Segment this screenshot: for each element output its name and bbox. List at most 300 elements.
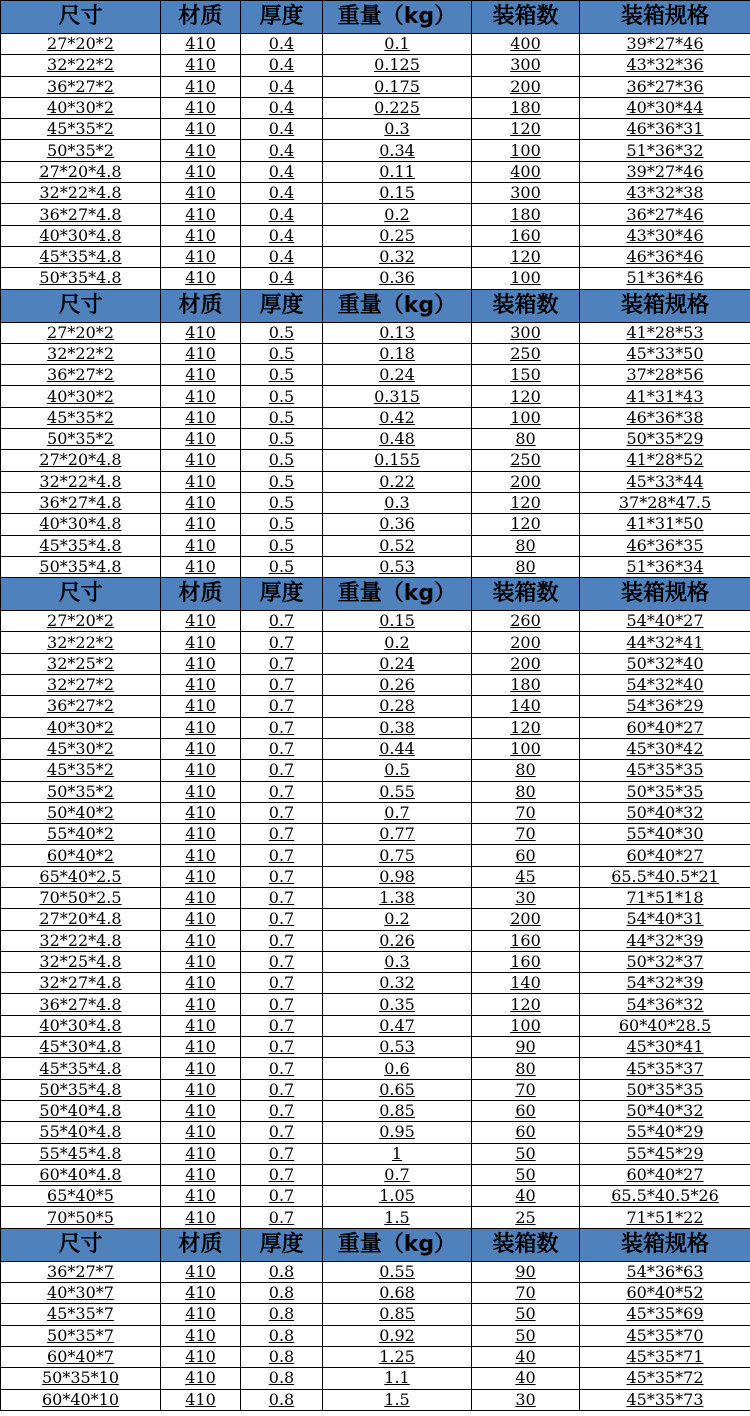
header-weight: 重量（kg）	[323, 1, 472, 34]
cell-material: 410	[161, 535, 241, 556]
cell-thickness: 0.7	[241, 717, 323, 738]
cell-material: 410	[161, 1037, 241, 1058]
cell-carton-size: 46*36*46	[580, 246, 750, 267]
cell-size: 32*22*4.8	[1, 930, 161, 951]
cell-pack-count: 80	[472, 760, 580, 781]
cell-pack-count: 160	[472, 951, 580, 972]
cell-weight: 0.68	[323, 1283, 472, 1304]
cell-size: 27*20*2	[1, 322, 161, 343]
cell-pack-count: 300	[472, 183, 580, 204]
cell-size: 60*40*2	[1, 845, 161, 866]
cell-weight: 0.22	[323, 471, 472, 492]
cell-thickness: 0.4	[241, 246, 323, 267]
cell-weight: 0.53	[323, 1037, 472, 1058]
cell-size: 50*35*10	[1, 1368, 161, 1389]
header-carton-size: 装箱规格	[580, 1228, 750, 1261]
cell-carton-size: 50*35*35	[580, 1079, 750, 1100]
cell-weight: 0.24	[323, 365, 472, 386]
cell-pack-count: 250	[472, 450, 580, 471]
cell-size: 40*30*4.8	[1, 1015, 161, 1036]
cell-size: 60*40*7	[1, 1346, 161, 1367]
cell-size: 27*20*4.8	[1, 450, 161, 471]
cell-thickness: 0.4	[241, 268, 323, 289]
cell-material: 410	[161, 161, 241, 182]
cell-carton-size: 45*35*72	[580, 1368, 750, 1389]
table-row	[1, 866, 750, 887]
cell-carton-size: 50*35*29	[580, 429, 750, 450]
cell-carton-size: 54*40*31	[580, 909, 750, 930]
cell-pack-count: 70	[472, 824, 580, 845]
cell-pack-count: 70	[472, 802, 580, 823]
cell-material: 410	[161, 973, 241, 994]
cell-material: 410	[161, 365, 241, 386]
header-pack-count: 装箱数	[472, 1228, 580, 1261]
cell-material: 410	[161, 1325, 241, 1346]
cell-weight: 0.3	[323, 951, 472, 972]
cell-material: 410	[161, 1164, 241, 1185]
cell-weight: 0.44	[323, 738, 472, 759]
cell-weight: 0.95	[323, 1122, 472, 1143]
cell-thickness: 0.5	[241, 450, 323, 471]
cell-pack-count: 180	[472, 204, 580, 225]
cell-carton-size: 41*28*53	[580, 322, 750, 343]
cell-thickness: 0.7	[241, 632, 323, 653]
cell-pack-count: 50	[472, 1164, 580, 1185]
header-pack-count: 装箱数	[472, 1, 580, 34]
cell-thickness: 0.5	[241, 386, 323, 407]
cell-thickness: 0.7	[241, 1037, 323, 1058]
cell-thickness: 0.7	[241, 738, 323, 759]
cell-pack-count: 150	[472, 365, 580, 386]
table-row	[1, 696, 750, 717]
cell-pack-count: 90	[472, 1037, 580, 1058]
table-row	[1, 97, 750, 118]
cell-carton-size: 45*35*69	[580, 1304, 750, 1325]
table-row	[1, 1186, 750, 1207]
cell-pack-count: 160	[472, 225, 580, 246]
cell-weight: 0.225	[323, 97, 472, 118]
cell-material: 410	[161, 514, 241, 535]
table-row	[1, 429, 750, 450]
cell-thickness: 0.7	[241, 611, 323, 632]
cell-thickness: 0.7	[241, 675, 323, 696]
cell-thickness: 0.5	[241, 492, 323, 513]
header-row	[1, 289, 750, 322]
cell-size: 32*22*2	[1, 632, 161, 653]
table-row	[1, 951, 750, 972]
cell-weight: 0.65	[323, 1079, 472, 1100]
cell-material: 410	[161, 653, 241, 674]
header-size: 尺寸	[1, 1228, 161, 1261]
cell-carton-size: 43*32*36	[580, 55, 750, 76]
cell-size: 55*40*2	[1, 824, 161, 845]
header-weight: 重量（kg）	[323, 289, 472, 322]
cell-weight: 0.15	[323, 611, 472, 632]
cell-carton-size: 54*32*40	[580, 675, 750, 696]
header-weight: 重量（kg）	[323, 578, 472, 611]
cell-material: 410	[161, 717, 241, 738]
table-row	[1, 183, 750, 204]
cell-size: 27*20*4.8	[1, 909, 161, 930]
cell-carton-size: 55*45*29	[580, 1143, 750, 1164]
cell-size: 40*30*2	[1, 386, 161, 407]
cell-size: 32*22*2	[1, 343, 161, 364]
cell-pack-count: 40	[472, 1186, 580, 1207]
header-material: 材质	[161, 1228, 241, 1261]
table-row	[1, 1015, 750, 1036]
cell-pack-count: 80	[472, 535, 580, 556]
cell-material: 410	[161, 55, 241, 76]
cell-material: 410	[161, 429, 241, 450]
cell-weight: 0.7	[323, 1164, 472, 1185]
cell-size: 55*40*4.8	[1, 1122, 161, 1143]
cell-thickness: 0.5	[241, 429, 323, 450]
table-row	[1, 717, 750, 738]
header-material: 材质	[161, 1, 241, 34]
header-weight: 重量（kg）	[323, 1228, 472, 1261]
cell-size: 40*30*2	[1, 717, 161, 738]
cell-thickness: 0.7	[241, 994, 323, 1015]
cell-pack-count: 80	[472, 556, 580, 577]
cell-pack-count: 50	[472, 1143, 580, 1164]
cell-pack-count: 100	[472, 268, 580, 289]
cell-material: 410	[161, 204, 241, 225]
cell-carton-size: 71*51*22	[580, 1207, 750, 1228]
table-row	[1, 781, 750, 802]
table-row	[1, 34, 750, 55]
cell-weight: 1.38	[323, 887, 472, 908]
cell-thickness: 0.5	[241, 322, 323, 343]
cell-weight: 0.5	[323, 760, 472, 781]
cell-thickness: 0.4	[241, 76, 323, 97]
cell-carton-size: 39*27*46	[580, 161, 750, 182]
cell-carton-size: 43*32*38	[580, 183, 750, 204]
header-size: 尺寸	[1, 578, 161, 611]
cell-carton-size: 45*33*44	[580, 471, 750, 492]
cell-carton-size: 54*40*27	[580, 611, 750, 632]
cell-size: 70*50*5	[1, 1207, 161, 1228]
cell-weight: 1.5	[323, 1207, 472, 1228]
header-pack-count: 装箱数	[472, 578, 580, 611]
cell-carton-size: 45*33*50	[580, 343, 750, 364]
cell-carton-size: 65.5*40.5*21	[580, 866, 750, 887]
cell-carton-size: 46*36*31	[580, 119, 750, 140]
cell-pack-count: 120	[472, 994, 580, 1015]
cell-thickness: 0.7	[241, 909, 323, 930]
cell-weight: 0.315	[323, 386, 472, 407]
cell-size: 70*50*2.5	[1, 887, 161, 908]
cell-thickness: 0.4	[241, 183, 323, 204]
table-row	[1, 1207, 750, 1228]
cell-weight: 0.98	[323, 866, 472, 887]
cell-material: 410	[161, 1143, 241, 1164]
cell-thickness: 0.7	[241, 1207, 323, 1228]
cell-pack-count: 100	[472, 140, 580, 161]
table-row	[1, 1164, 750, 1185]
cell-thickness: 0.8	[241, 1368, 323, 1389]
cell-material: 410	[161, 1207, 241, 1228]
cell-carton-size: 41*31*50	[580, 514, 750, 535]
cell-weight: 1.25	[323, 1346, 472, 1367]
table-row	[1, 1143, 750, 1164]
cell-weight: 0.77	[323, 824, 472, 845]
cell-size: 40*30*7	[1, 1283, 161, 1304]
header-size: 尺寸	[1, 1, 161, 34]
table-row	[1, 611, 750, 632]
cell-carton-size: 60*40*28.5	[580, 1015, 750, 1036]
cell-thickness: 0.5	[241, 514, 323, 535]
cell-carton-size: 60*40*27	[580, 845, 750, 866]
cell-weight: 0.28	[323, 696, 472, 717]
cell-pack-count: 60	[472, 1100, 580, 1121]
cell-carton-size: 50*40*32	[580, 802, 750, 823]
cell-weight: 0.3	[323, 492, 472, 513]
cell-material: 410	[161, 1058, 241, 1079]
table-row	[1, 1261, 750, 1282]
cell-pack-count: 60	[472, 845, 580, 866]
cell-size: 32*22*4.8	[1, 183, 161, 204]
cell-thickness: 0.4	[241, 97, 323, 118]
cell-thickness: 0.8	[241, 1346, 323, 1367]
cell-material: 410	[161, 34, 241, 55]
cell-thickness: 0.8	[241, 1283, 323, 1304]
table-row	[1, 119, 750, 140]
cell-carton-size: 54*32*39	[580, 973, 750, 994]
cell-pack-count: 50	[472, 1325, 580, 1346]
table-row	[1, 386, 750, 407]
cell-carton-size: 60*40*52	[580, 1283, 750, 1304]
cell-carton-size: 54*36*63	[580, 1261, 750, 1282]
cell-carton-size: 41*31*43	[580, 386, 750, 407]
cell-thickness: 0.7	[241, 1079, 323, 1100]
cell-weight: 0.47	[323, 1015, 472, 1036]
cell-size: 60*40*4.8	[1, 1164, 161, 1185]
cell-size: 45*30*2	[1, 738, 161, 759]
cell-material: 410	[161, 471, 241, 492]
cell-material: 410	[161, 140, 241, 161]
cell-pack-count: 200	[472, 909, 580, 930]
cell-weight: 0.1	[323, 34, 472, 55]
table-row	[1, 1100, 750, 1121]
cell-weight: 1.05	[323, 1186, 472, 1207]
cell-material: 410	[161, 994, 241, 1015]
cell-carton-size: 37*28*47.5	[580, 492, 750, 513]
cell-pack-count: 100	[472, 1015, 580, 1036]
header-row	[1, 1228, 750, 1261]
cell-thickness: 0.7	[241, 866, 323, 887]
table-row	[1, 887, 750, 908]
cell-weight: 0.175	[323, 76, 472, 97]
table-row	[1, 246, 750, 267]
cell-size: 55*45*4.8	[1, 1143, 161, 1164]
cell-weight: 0.48	[323, 429, 472, 450]
cell-material: 410	[161, 930, 241, 951]
cell-thickness: 0.7	[241, 887, 323, 908]
cell-material: 410	[161, 1346, 241, 1367]
cell-carton-size: 71*51*18	[580, 887, 750, 908]
cell-material: 410	[161, 556, 241, 577]
cell-pack-count: 300	[472, 322, 580, 343]
cell-size: 40*30*4.8	[1, 514, 161, 535]
cell-pack-count: 90	[472, 1261, 580, 1282]
cell-size: 27*20*4.8	[1, 161, 161, 182]
cell-weight: 0.3	[323, 119, 472, 140]
cell-material: 410	[161, 343, 241, 364]
cell-size: 36*27*2	[1, 365, 161, 386]
cell-size: 45*30*4.8	[1, 1037, 161, 1058]
cell-pack-count: 120	[472, 386, 580, 407]
cell-size: 36*27*2	[1, 76, 161, 97]
cell-material: 410	[161, 802, 241, 823]
cell-material: 410	[161, 119, 241, 140]
cell-pack-count: 200	[472, 653, 580, 674]
header-thickness: 厚度	[241, 1, 323, 34]
header-material: 材质	[161, 289, 241, 322]
table-row	[1, 1368, 750, 1389]
cell-pack-count: 50	[472, 1304, 580, 1325]
cell-carton-size: 37*28*56	[580, 365, 750, 386]
cell-weight: 0.75	[323, 845, 472, 866]
cell-weight: 0.11	[323, 161, 472, 182]
cell-carton-size: 50*35*35	[580, 781, 750, 802]
cell-pack-count: 200	[472, 76, 580, 97]
cell-size: 32*25*4.8	[1, 951, 161, 972]
cell-pack-count: 300	[472, 55, 580, 76]
cell-thickness: 0.4	[241, 55, 323, 76]
cell-material: 410	[161, 1079, 241, 1100]
table-row	[1, 343, 750, 364]
cell-size: 36*27*4.8	[1, 492, 161, 513]
cell-pack-count: 45	[472, 866, 580, 887]
cell-weight: 0.55	[323, 781, 472, 802]
cell-material: 410	[161, 268, 241, 289]
cell-weight: 0.125	[323, 55, 472, 76]
table-row	[1, 824, 750, 845]
cell-material: 410	[161, 246, 241, 267]
cell-carton-size: 50*32*37	[580, 951, 750, 972]
cell-carton-size: 51*36*32	[580, 140, 750, 161]
cell-material: 410	[161, 1368, 241, 1389]
cell-thickness: 0.7	[241, 802, 323, 823]
cell-weight: 0.34	[323, 140, 472, 161]
cell-size: 50*35*7	[1, 1325, 161, 1346]
cell-size: 65*40*2.5	[1, 866, 161, 887]
cell-weight: 0.85	[323, 1100, 472, 1121]
header-thickness: 厚度	[241, 578, 323, 611]
cell-carton-size: 54*36*32	[580, 994, 750, 1015]
cell-thickness: 0.7	[241, 1122, 323, 1143]
cell-carton-size: 43*30*46	[580, 225, 750, 246]
cell-material: 410	[161, 1100, 241, 1121]
cell-thickness: 0.5	[241, 535, 323, 556]
cell-material: 410	[161, 322, 241, 343]
cell-size: 50*35*4.8	[1, 268, 161, 289]
table-row	[1, 556, 750, 577]
header-carton-size: 装箱规格	[580, 1, 750, 34]
cell-carton-size: 51*36*34	[580, 556, 750, 577]
cell-size: 65*40*5	[1, 1186, 161, 1207]
table-row	[1, 268, 750, 289]
cell-weight: 0.42	[323, 407, 472, 428]
cell-pack-count: 60	[472, 1122, 580, 1143]
table-row	[1, 76, 750, 97]
cell-carton-size: 41*28*52	[580, 450, 750, 471]
cell-carton-size: 45*35*35	[580, 760, 750, 781]
cell-material: 410	[161, 611, 241, 632]
cell-weight: 0.55	[323, 1261, 472, 1282]
cell-size: 36*27*4.8	[1, 994, 161, 1015]
cell-thickness: 0.7	[241, 973, 323, 994]
cell-carton-size: 50*32*40	[580, 653, 750, 674]
cell-material: 410	[161, 386, 241, 407]
cell-weight: 0.36	[323, 514, 472, 535]
cell-size: 32*27*4.8	[1, 973, 161, 994]
cell-material: 410	[161, 738, 241, 759]
cell-weight: 0.36	[323, 268, 472, 289]
table-row	[1, 55, 750, 76]
cell-pack-count: 40	[472, 1346, 580, 1367]
cell-material: 410	[161, 632, 241, 653]
cell-material: 410	[161, 76, 241, 97]
cell-pack-count: 40	[472, 1368, 580, 1389]
cell-pack-count: 80	[472, 1058, 580, 1079]
cell-carton-size: 36*27*46	[580, 204, 750, 225]
cell-size: 32*25*2	[1, 653, 161, 674]
cell-carton-size: 45*30*41	[580, 1037, 750, 1058]
cell-pack-count: 140	[472, 696, 580, 717]
cell-thickness: 0.5	[241, 556, 323, 577]
cell-pack-count: 140	[472, 973, 580, 994]
cell-material: 410	[161, 675, 241, 696]
cell-material: 410	[161, 951, 241, 972]
cell-thickness: 0.4	[241, 161, 323, 182]
cell-size: 50*35*4.8	[1, 1079, 161, 1100]
cell-thickness: 0.7	[241, 1164, 323, 1185]
cell-material: 410	[161, 845, 241, 866]
cell-pack-count: 160	[472, 930, 580, 951]
cell-pack-count: 120	[472, 119, 580, 140]
cell-carton-size: 60*40*27	[580, 1164, 750, 1185]
table-row	[1, 738, 750, 759]
cell-weight: 1	[323, 1143, 472, 1164]
cell-size: 45*35*7	[1, 1304, 161, 1325]
cell-size: 36*27*7	[1, 1261, 161, 1282]
cell-size: 36*27*2	[1, 696, 161, 717]
cell-carton-size: 45*35*71	[580, 1346, 750, 1367]
cell-material: 410	[161, 492, 241, 513]
header-pack-count: 装箱数	[472, 289, 580, 322]
table-row	[1, 535, 750, 556]
table-row	[1, 322, 750, 343]
table-row	[1, 407, 750, 428]
cell-size: 45*35*2	[1, 407, 161, 428]
cell-size: 50*35*2	[1, 781, 161, 802]
cell-carton-size: 55*40*29	[580, 1122, 750, 1143]
cell-weight: 0.38	[323, 717, 472, 738]
cell-carton-size: 44*32*39	[580, 930, 750, 951]
cell-thickness: 0.8	[241, 1304, 323, 1325]
cell-material: 410	[161, 887, 241, 908]
cell-thickness: 0.5	[241, 365, 323, 386]
cell-thickness: 0.8	[241, 1389, 323, 1410]
table-row	[1, 450, 750, 471]
cell-thickness: 0.7	[241, 845, 323, 866]
cell-material: 410	[161, 1304, 241, 1325]
cell-size: 45*35*4.8	[1, 535, 161, 556]
cell-weight: 0.32	[323, 246, 472, 267]
cell-pack-count: 100	[472, 738, 580, 759]
cell-thickness: 0.5	[241, 407, 323, 428]
